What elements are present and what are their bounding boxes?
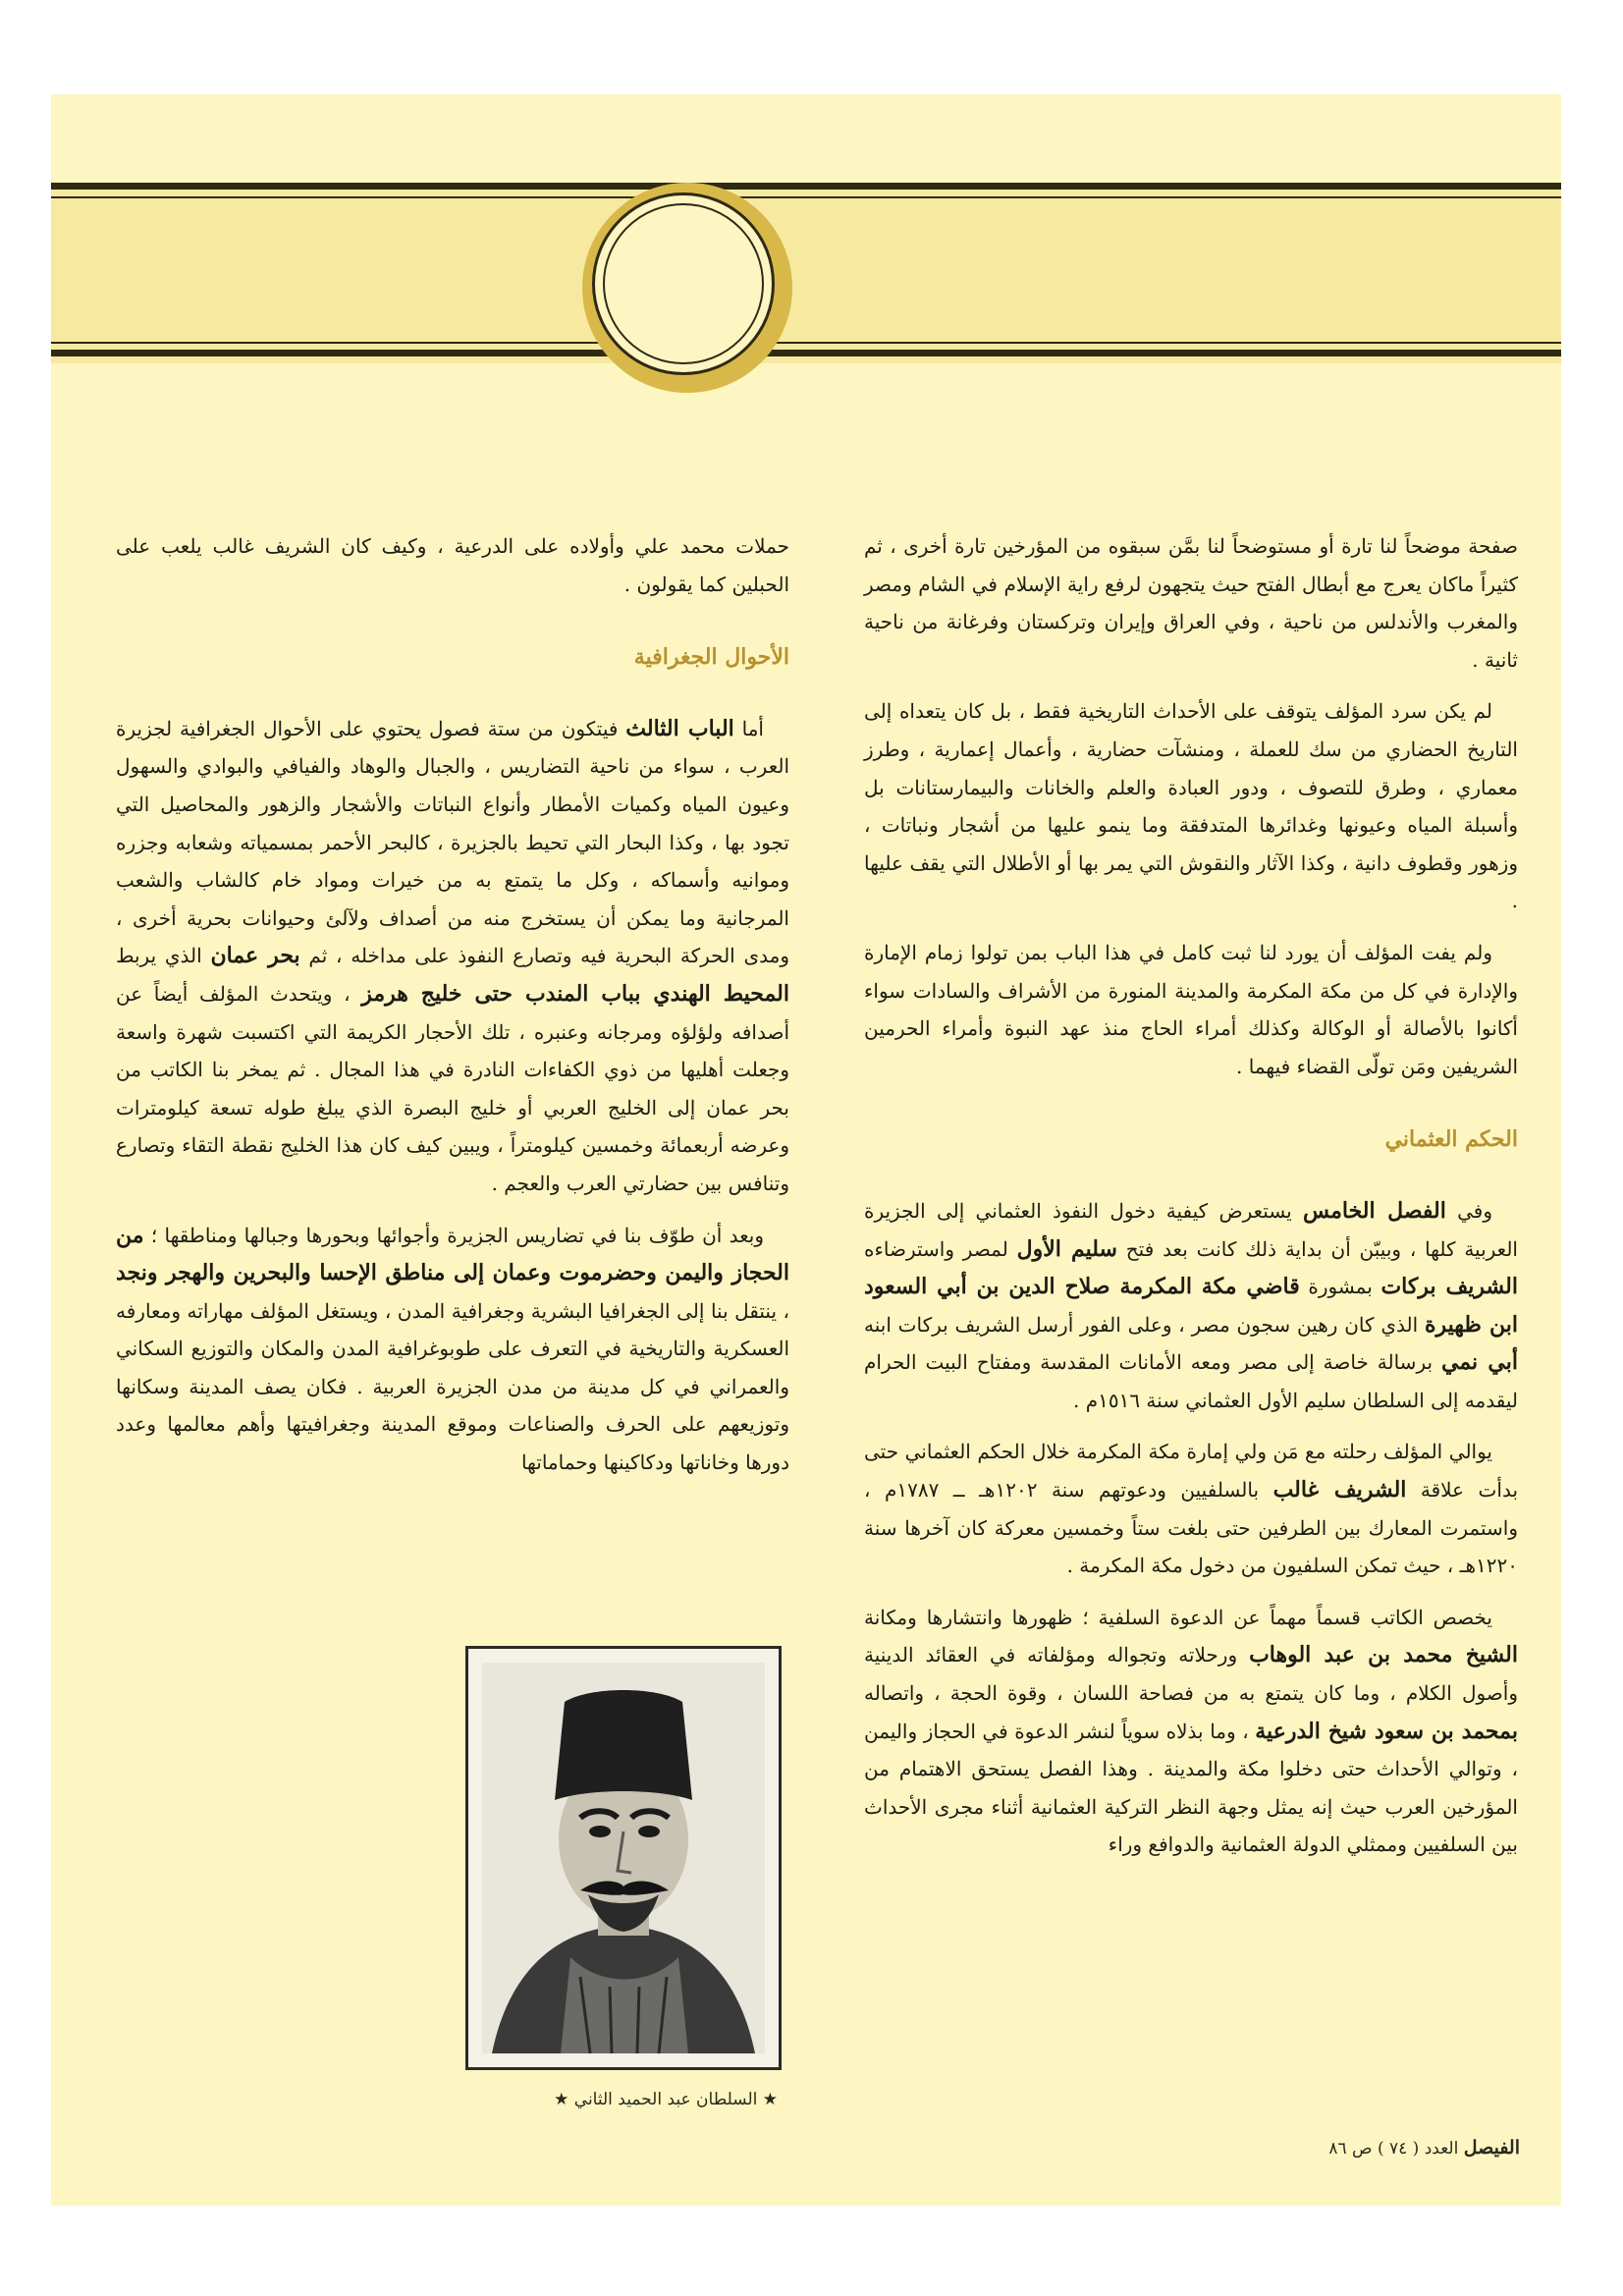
- emphasis: المحيط الهندي بباب المندب حتى خليج هرمز: [361, 980, 789, 1007]
- emphasis: قاضي مكة المكرمة صلاح الدين بن أبي السعود ابن ظهيرة: [864, 1274, 1518, 1338]
- text-run: برسالة خاصة إلى مصر ومعه الأمانات المقدسة ومفتاح البيت الحرام ليقدمه إلى السلطان سليم الأول العثماني سنة ١٥١٦م .: [864, 1350, 1518, 1412]
- page-footer: [1176, 2137, 1520, 2159]
- header-rule-top: [51, 183, 1561, 190]
- header-medallion-inner: [603, 203, 764, 364]
- text-run: بالسلفيين ودعوتهم سنة ١٢٠٢هـ ــ ١٧٨٧م ، واستمرت المعارك بين الطرفين حتى بلغت ستاً وخمسين معركة كان آخرها سنة ١٢٢٠هـ ، حيث تمكن السلفيون من دخول مكة المكرمة .: [864, 1478, 1518, 1578]
- emphasis: الباب الثالث: [625, 715, 734, 741]
- text-run: لمصر واسترضاءه: [864, 1236, 1017, 1261]
- emphasis: أبي نمي: [1441, 1349, 1518, 1376]
- magazine-name: الفيصل: [1463, 2137, 1520, 2159]
- text-run: ، ينتقل بنا إلى الجغرافيا البشرية وجغرافية المدن ، ويستغل المؤلف مهاراته ومعارفه العسكرية والتاريخية في التعرف على طوبوغرافية المدن والمكان والتوزيع السكاني والعمراني في كل مدينة من مدن الجزيرة العربية . فكان يصف المدينة وسكانها وتوزيعهم على الحرف والصناعات وموقع المدينة وجغرافيتها وأهم معالمها وعدد دورها وخاناتها ودكاكينها وحماماتها: [116, 1298, 789, 1475]
- right-paragraph-4: [864, 1192, 1518, 1420]
- text-run: فيتكون من ستة فصول يحتوي على الأحوال الجغرافية لجزيرة العرب ، سواء من ناحية التضاريس ، والجبال والوهاد والفيافي والبوادي والسهول وعيون المياه وكميات الأمطار وأنواع النباتات والأشجار والزهور والمحاصيل التي تجود بها ، وكذا البحار التي تحيط بالجزيرة ، كالبحر الأحمر بمسمياته وشعابه وجزره وموانيه وأسماكه ، وكل ما يتمتع به من خيرات ومواد خام كالشاب والشعب المرجانية وما يمكن أن يستخرج منه من أصداف ولآلئ وحيوانات بحرية أخرى ، ومدى الحركة البحرية فيه وتصارع النفوذ على مداخله ، ثم: [116, 716, 789, 968]
- emphasis: الشريف غالب: [1272, 1477, 1407, 1503]
- emphasis: من الحجاز واليمن وحضرموت وعمان إلى مناطق الإحسا والبحرين والهجر ونجد: [116, 1222, 789, 1286]
- header-band: [51, 183, 1561, 363]
- text-run: وبعد أن طوّف بنا في تضاريس الجزيرة وأجوائها وبحورها وجبالها ومناطقها ؛: [143, 1223, 764, 1247]
- right-paragraph-5: [864, 1433, 1518, 1584]
- text-run: الذي كان رهين سجون مصر ، وعلى الفور أرسل الشريف بركات ابنه: [864, 1312, 1425, 1337]
- left-column: [116, 527, 789, 1496]
- right-paragraph-6: [864, 1599, 1518, 1864]
- portrait-frame: [465, 1646, 782, 2070]
- left-paragraph-2: [116, 710, 789, 1203]
- text-run: وفي: [1445, 1198, 1493, 1223]
- issue-and-page: العدد ( ٧٤ ) ص ٨٦: [1328, 2139, 1459, 2159]
- text-run: ورحلاته وتجواله ومؤلفاته في العقائد الدينية وأصول الكلام ، وما كان يتمتع به من فصاحة اللسان ، وقوة الحجة ، واتصاله: [864, 1643, 1518, 1706]
- header-rule-bottom-thin: [51, 342, 1561, 344]
- section-heading-geography: الأحوال الجغرافية: [633, 644, 789, 671]
- text-run: يوالي المؤلف رحلته مع مَن ولي إمارة مكة المكرمة خلال الحكم العثماني حتى بدأت علاقة: [864, 1440, 1519, 1503]
- left-paragraph-1: حملات محمد علي وأولاده على الدرعية ، وكيف كان الشريف غالب يلعب على الحبلين كما يقولون .: [116, 534, 789, 596]
- right-paragraph-2: لم يكن سرد المؤلف يتوقف على الأحداث التاريخية فقط ، بل كان يتعداه إلى التاريخ الحضاري من سك للعملة ، ومنشآت حضارية ، وأعمال إعمارية ، وطرز معماري ، وطرق للتصوف ، ودور العبادة والعلم والخانات والبيمارستانات بل وأسبلة المياه وعيونها وغدائرها المتدفقة وما ينمو عليها من أشجار ونباتات ، وزهور وقطوف دانية ، وكذا الآثار والنقوش التي يمر بها أو الأطلال التي يقف عليها .: [864, 699, 1518, 913]
- emphasis: الشيخ محمد بن عبد الوهاب: [1249, 1642, 1518, 1668]
- text-run: الذي يربط: [116, 944, 211, 968]
- header-rule-bottom: [51, 350, 1561, 356]
- sultan-portrait-image: [482, 1663, 765, 2053]
- right-paragraph-3: ولم يفت المؤلف أن يورد لنا ثبت كامل في هذا الباب بمن تولوا زمام الإمارة والإدارة في كل من مكة المكرمة والمدينة المنورة من الأشراف والسادات سواء أكانوا بالأصالة أو الوكالة وكذلك أمراء الحاج منذ عهد النبوة وأمراء الحرمين الشريفين ومَن تولّى القضاء فيهما .: [864, 940, 1518, 1078]
- right-paragraph-1: صفحة موضحاً لنا تارة أو مستوضحاً لنا بمَّن سبقوه من المؤرخين تارة أخرى ، ثم كثيراً ماكان يعرج مع أبطال الفتح حيث يتجهون لرفع راية الإسلام في الشام ومصر والمغرب والأندلس من ناحية ، وفي العراق وإيران وتركستان وفرغانة من ناحية ثانية .: [864, 534, 1518, 672]
- text-run: يستعرض كيفية دخول النفوذ العثماني إلى الجزيرة العربية كلها ، وبيبّن أن بداية ذلك كانت بعد فتح: [864, 1198, 1518, 1261]
- section-heading-ottoman-rule: الحكم العثماني: [1384, 1126, 1518, 1153]
- emphasis: سليم الأول: [1016, 1235, 1117, 1262]
- header-rule-top-thin: [51, 196, 1561, 198]
- text-run: ، وما بذلاه سوياً لنشر الدعوة في الحجاز واليمن ، وتوالي الأحداث حتى دخلوا مكة والمدينة . وهذا الفصل يستحق الاهتمام من المؤرخين العرب حيث إنه يمثل وجهة النظر التركية العثمانية أثناء مجرى الأحداث بين السلفيين وممثلي الدولة العثمانية والدوافع وراء: [864, 1719, 1518, 1857]
- text-run: بمشورة: [1299, 1275, 1381, 1299]
- text-run: يخصص الكاتب قسماً مهماً عن الدعوة السلفية ؛ ظهورها وانتشارها ومكانة: [864, 1605, 1492, 1629]
- right-column: [864, 527, 1518, 1878]
- text-run: ، ويتحدث المؤلف أيضاً عن أصدافه ولؤلؤه ومرجانه وعنبره ، تلك الأحجار الكريمة التي اكتسبت شهرة واسعة وجعلت أهليها من ذوي الكفاءات النادرة في هذا المجال . ثم يمخر بنا الكاتب من بحر عمان إلى الخليج العربي أو خليج البصرة الذي يبلغ طوله تسعة كيلومترات وعرضه أربعمائة وخمسين كيلومتراً ، ويبين كيف كان هذا الخليج نقطة التقاء وتصارع وتنافس بين حضارتي العرب والعجم .: [116, 981, 789, 1195]
- emphasis: بمحمد بن سعود شيخ الدرعية: [1255, 1718, 1518, 1744]
- emphasis: الفصل الخامس: [1303, 1197, 1446, 1224]
- left-paragraph-3: [116, 1217, 789, 1482]
- emphasis: بحر عمان: [210, 943, 300, 969]
- page: [51, 94, 1561, 2206]
- emphasis: الشريف بركات: [1380, 1274, 1518, 1300]
- text-run: أما: [733, 716, 764, 740]
- portrait-caption: ★ السلطان عبد الحميد الثاني ★: [554, 2090, 778, 2109]
